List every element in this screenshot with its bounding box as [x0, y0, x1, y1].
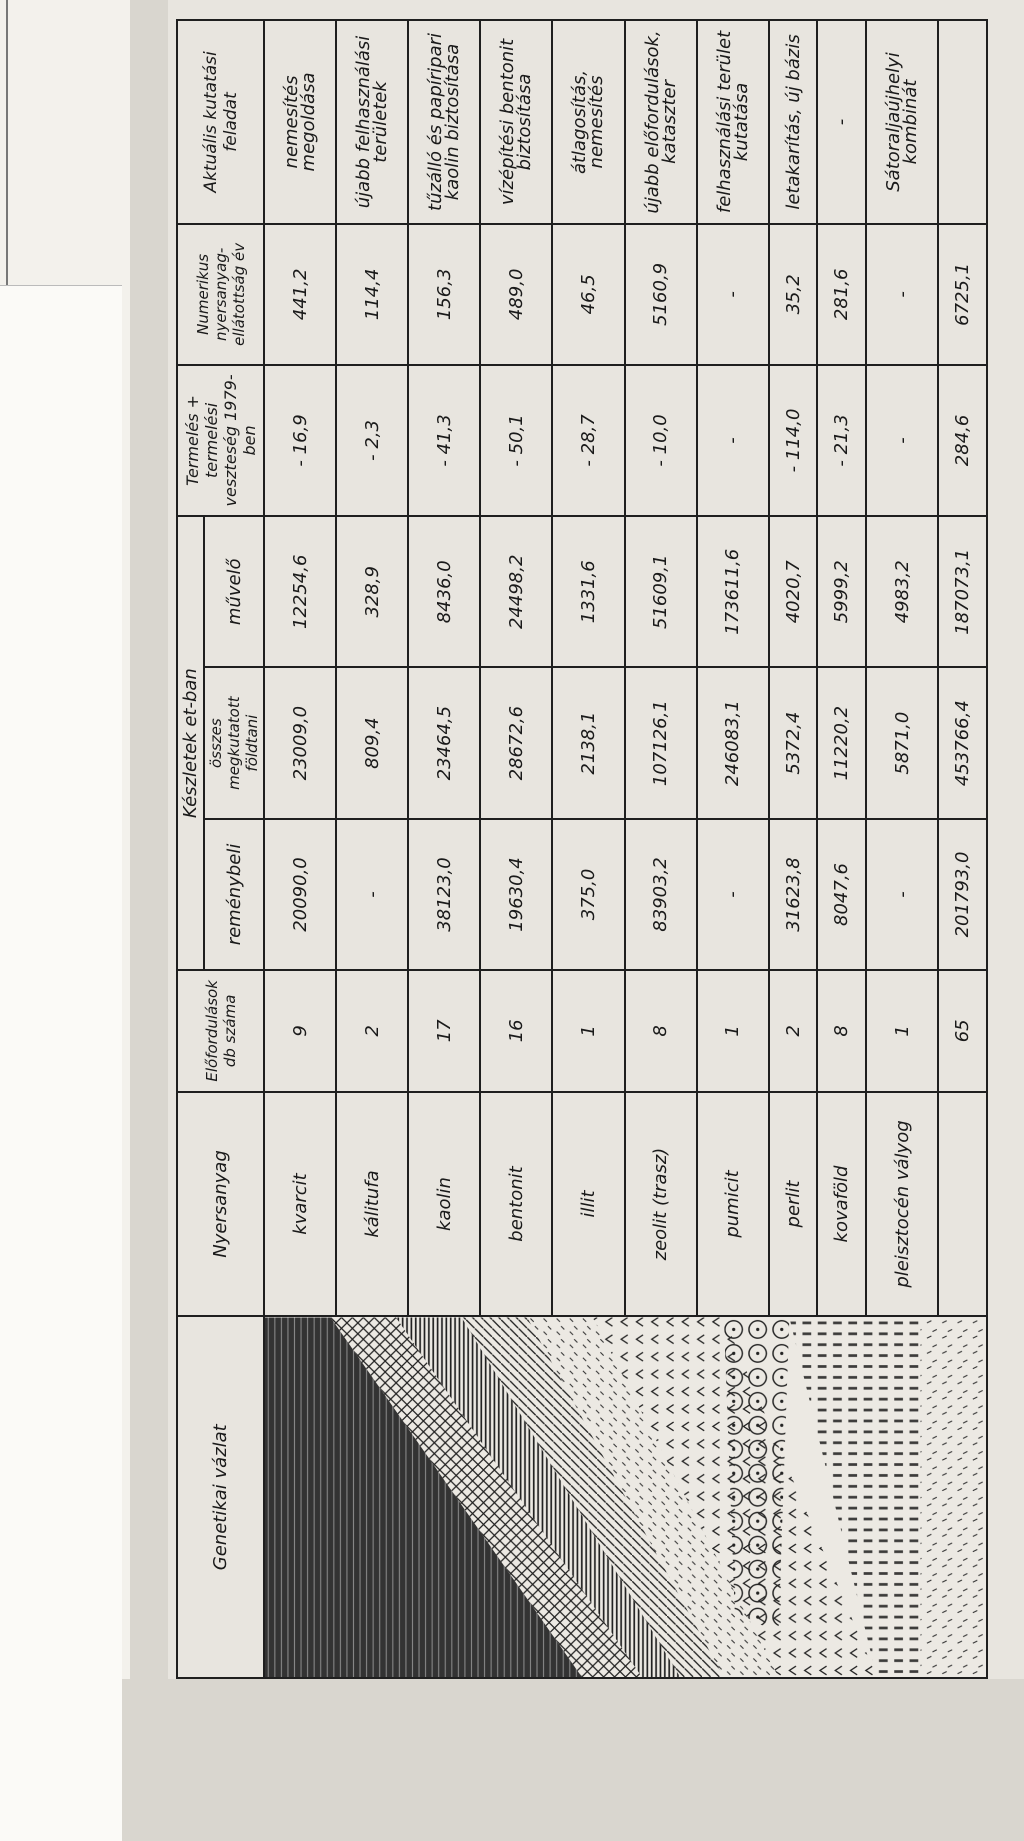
cell-material: perlit: [769, 1092, 818, 1317]
cell-workable: 4983,2: [866, 516, 938, 667]
cell-prospective: 19630,4: [480, 819, 552, 970]
cell-material: [938, 1092, 987, 1317]
cell-task: nemesítés megoldása: [264, 20, 336, 224]
header-production: Termelés + termelési veszteség 1979-ben: [177, 365, 264, 516]
cell-task: felhasználási terület kutatása: [697, 20, 769, 224]
cell-prospective: 38123,0: [408, 819, 480, 970]
cell-count: 8: [625, 970, 697, 1091]
cell-workable: 4020,7: [769, 516, 818, 667]
cell-material: kovaföld: [817, 1092, 866, 1317]
cell-production: - 10,0: [625, 365, 697, 516]
cell-material: illit: [552, 1092, 624, 1317]
cell-production: -: [697, 365, 769, 516]
cell-prospective: 83903,2: [625, 819, 697, 970]
cell-production: - 41,3: [408, 365, 480, 516]
cell-workable: 24498,2: [480, 516, 552, 667]
cell-total: 23009,0: [264, 667, 336, 818]
cell-task: [938, 20, 987, 224]
cell-total: 809,4: [336, 667, 408, 818]
cell-workable: 328,9: [336, 516, 408, 667]
cell-production: - 2,3: [336, 365, 408, 516]
cell-count: 1: [552, 970, 624, 1091]
cell-production: - 28,7: [552, 365, 624, 516]
cell-task: újabb felhasználási területek: [336, 20, 408, 224]
cell-count: 9: [264, 970, 336, 1091]
cell-prospective: 20090,0: [264, 819, 336, 970]
cell-production: - 114,0: [769, 365, 818, 516]
cell-total: 107126,1: [625, 667, 697, 818]
header-sketch: Genetikai vázlat: [177, 1316, 264, 1678]
cell-supply: 35,2: [769, 224, 818, 365]
cell-prospective: 201793,0: [938, 819, 987, 970]
genetic-sketch: [264, 1316, 987, 1678]
cell-supply: 281,6: [817, 224, 866, 365]
cell-material: pumicit: [697, 1092, 769, 1317]
cell-production: 284,6: [938, 365, 987, 516]
cell-total: 2138,1: [552, 667, 624, 818]
cell-production: - 16,9: [264, 365, 336, 516]
margin-line: [6, 0, 8, 285]
cell-prospective: -: [866, 819, 938, 970]
header-material: Nyersanyag: [177, 1092, 264, 1317]
facing-page: [0, 285, 122, 1841]
cell-workable: 187073,1: [938, 516, 987, 667]
cell-workable: 8436,0: [408, 516, 480, 667]
cell-material: kaolin: [408, 1092, 480, 1317]
header-supply: Numerikus nyersanyag-ellátottság év: [177, 224, 264, 365]
cell-total: 11220,2: [817, 667, 866, 818]
cell-prospective: 31623,8: [769, 819, 818, 970]
cell-count: 2: [336, 970, 408, 1091]
cell-total: 5372,4: [769, 667, 818, 818]
cell-supply: -: [697, 224, 769, 365]
cell-task: -: [817, 20, 866, 224]
cell-count: 8: [817, 970, 866, 1091]
cell-count: 17: [408, 970, 480, 1091]
cell-material: bentonit: [480, 1092, 552, 1317]
cell-workable: 5999,2: [817, 516, 866, 667]
cell-production: - 21,3: [817, 365, 866, 516]
cell-material: kvarcit: [264, 1092, 336, 1317]
header-total-geological: összes megkutatott földtani: [204, 667, 264, 818]
cell-material: zeolit (trasz): [625, 1092, 697, 1317]
cell-material: kálitufa: [336, 1092, 408, 1317]
cell-supply: 156,3: [408, 224, 480, 365]
cell-workable: 51609,1: [625, 516, 697, 667]
scanned-page: [168, 0, 1024, 1679]
header-workable: művelő: [204, 516, 264, 667]
cell-task: vízépítési bentonit biztosítása: [480, 20, 552, 224]
cell-count: 16: [480, 970, 552, 1091]
cell-task: Sátoraljaújhelyi kombinát: [866, 20, 938, 224]
cell-prospective: 375,0: [552, 819, 624, 970]
cell-production: - 50,1: [480, 365, 552, 516]
cell-count: 65: [938, 970, 987, 1091]
cell-workable: 1331,6: [552, 516, 624, 667]
cell-task: letakarítás, új bázis: [769, 20, 818, 224]
cell-task: újabb előfordulások, kataszter: [625, 20, 697, 224]
cell-task: átlagosítás, nemesítés: [552, 20, 624, 224]
table-row: [264, 20, 336, 1678]
cell-total: 28672,6: [480, 667, 552, 818]
cell-prospective: -: [336, 819, 408, 970]
cell-count: 1: [866, 970, 938, 1091]
cell-workable: 173611,6: [697, 516, 769, 667]
cell-supply: 489,0: [480, 224, 552, 365]
cell-production: -: [866, 365, 938, 516]
header-prospective: reménybeli: [204, 819, 264, 970]
genetic-sketch-drawing: [265, 1317, 986, 1677]
raw-material-table: [176, 19, 988, 1679]
cell-supply: 46,5: [552, 224, 624, 365]
cell-workable: 12254,6: [264, 516, 336, 667]
rotated-table-container: [176, 19, 988, 1679]
header-occurrences: Előfordulások db száma: [177, 970, 264, 1091]
cell-material: pleisztocén vályog: [866, 1092, 938, 1317]
cell-supply: 5160,9: [625, 224, 697, 365]
cell-count: 2: [769, 970, 818, 1091]
cell-supply: 441,2: [264, 224, 336, 365]
cell-total: 23464,5: [408, 667, 480, 818]
cell-count: 1: [697, 970, 769, 1091]
cell-prospective: 8047,6: [817, 819, 866, 970]
header-task: Aktuális kutatási feladat: [177, 20, 264, 224]
cell-prospective: -: [697, 819, 769, 970]
cell-supply: 114,4: [336, 224, 408, 365]
cell-task: tűzálló és papíripari kaolin biztosítása: [408, 20, 480, 224]
cell-supply: -: [866, 224, 938, 365]
header-reserves: Készletek et-ban: [177, 516, 204, 970]
cell-supply: 6725,1: [938, 224, 987, 365]
cell-total: 5871,0: [866, 667, 938, 818]
cell-total: 453766,4: [938, 667, 987, 818]
cell-total: 246083,1: [697, 667, 769, 818]
